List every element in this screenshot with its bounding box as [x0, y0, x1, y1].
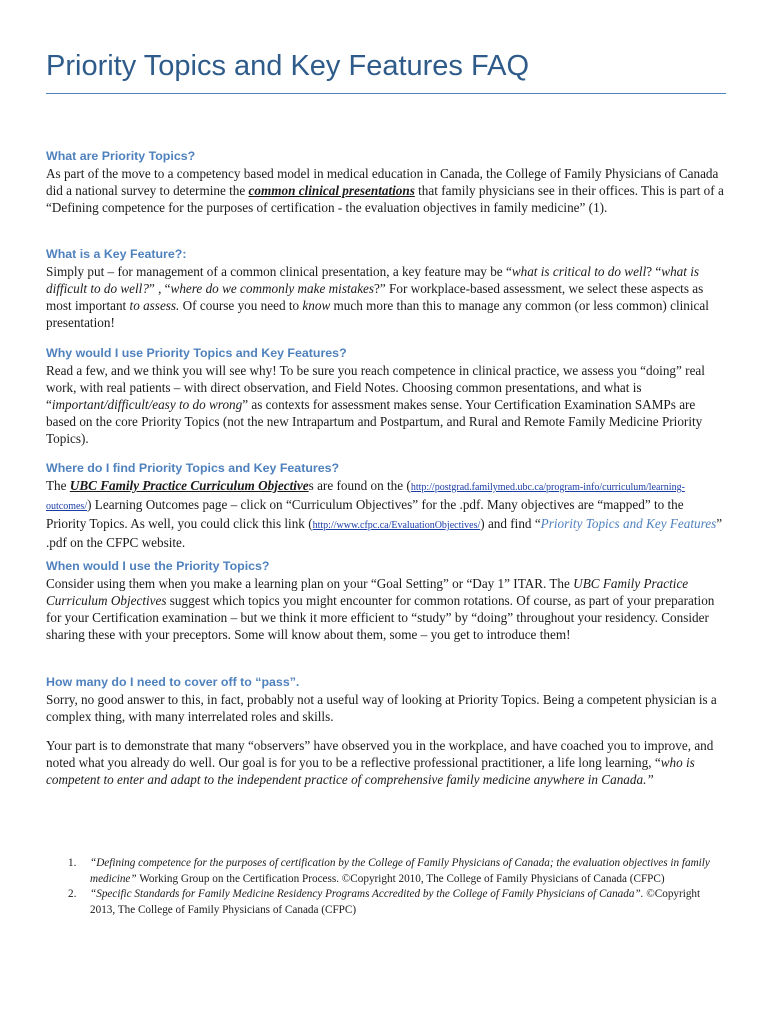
heading-key-feature: What is a Key Feature?:	[46, 247, 187, 261]
footnote-item: 1. “Defining competence for the purposes of certification by the College of Family Physicians of Canada; the evaluation objectives in family medicine” Working Group on the Certification Process. ©Copyright 2010, The College of Family Physicians of Canada (CFPC)	[68, 857, 710, 885]
ubc-learning-outcomes-link[interactable]: http://postgrad.familymed.ubc.ca/program-info/curriculum/learning-outcomes/	[46, 482, 685, 512]
section-where-find	[46, 460, 726, 551]
heading-when-use: When would I use the Priority Topics?	[46, 559, 270, 573]
footnotes-list	[46, 856, 726, 918]
section-when-use	[46, 558, 726, 643]
paragraph-how-many: Sorry, no good answer to this, in fact, probably not a useful way of looking at Priority Topics. Being a competent physician is a complex thing, with many interrelated roles and skills.	[46, 692, 717, 724]
section-why-use	[46, 345, 726, 447]
heading-how-many: How many do I need to cover off to “pass”.	[46, 675, 300, 689]
paragraph-why-use: Read a few, and we think you will see why! To be sure you reach competence in clinical practice, we assess you “doing” real work, with real patients – with direct observation, and Field Notes. Choosing common presentations, and what is “important/difficult/easy to do wrong” as contexts for assessment makes sense. Your Certification Examination SAMPs are based on the core Priority Topics (not the new Intrapartum and Postpartum, and Rural and Remote Family Medicine Priority Topics).	[46, 363, 705, 446]
heading-priority-topics: What are Priority Topics?	[46, 149, 196, 163]
priority-topics-pdf-reference: Priority Topics and Key Features	[540, 516, 717, 531]
page-title: Priority Topics and Key Features FAQ	[46, 50, 530, 82]
paragraph-where-find: The UBC Family Practice Curriculum Objectives are found on the (http://postgrad.familymed.ubc.ca/program-info/curriculum/learning-outcomes/) Learning Outcomes page – click on “Curriculum Objectives” for the .pdf. Many objectives are “mapped” to the Priority Topics. As well, you could click this link (http://www.cfpc.ca/EvaluationObjectives/) and find “Priority Topics and Key Features” .pdf on the CFPC website.	[46, 478, 723, 550]
paragraph-when-use: Consider using them when you make a learning plan on your “Goal Setting” or “Day 1” ITAR. The UBC Family Practice Curriculum Objectives suggest which topics you might encounter for common rotations. Of course, as part of your preparation for your Certification examination – but we think it more efficient to “study” by “doing” throughout your residency. Consider sharing these with your preceptors. Some will know about them, some – you get to introduce them!	[46, 576, 715, 642]
section-priority-topics	[46, 148, 726, 216]
common-clinical-presentations-emphasis: common clinical presentations	[248, 183, 415, 198]
section-how-many	[46, 674, 726, 788]
paragraph-key-feature: Simply put – for management of a common clinical presentation, a key feature may be “what is critical to do well? “what is difficult to do well?” , “where do we commonly make mistakes?” For workplace-based assessment, we select these aspects as most important to assess. Of course you need to know much more than this to manage any common (or less common) clinical presentation!	[46, 264, 709, 330]
paragraph-your-part: Your part is to demonstrate that many “observers” have observed you in the workplace, and have coached you to improve, and noted what you already do well. Our goal is for you to be a reflective professional practitioner, a life long learning, “who is competent to enter and adapt to the independent practice of comprehensive family medicine anywhere in Canada.”	[46, 738, 714, 787]
cfpc-evaluation-objectives-link[interactable]: http://www.cfpc.ca/EvaluationObjectives/	[312, 520, 481, 531]
title-divider	[46, 93, 726, 94]
footnote-item: 2. “Specific Standards for Family Medicine Residency Programs Accredited by the College of Family Physicians of Canada”. ©Copyright 2013, The College of Family Physicians of Canada (CFPC)	[68, 888, 701, 916]
heading-why-use: Why would I use Priority Topics and Key Features?	[46, 346, 347, 360]
section-key-feature	[46, 246, 726, 331]
heading-where-find: Where do I find Priority Topics and Key Features?	[46, 461, 340, 475]
paragraph-priority-topics: As part of the move to a competency based model in medical education in Canada, the College of Family Physicians of Canada did a national survey to determine the common clinical presentations that family physicians see in their offices. This is part of a “Defining competence for the purposes of certification - the evaluation objectives in family medicine” (1).	[46, 166, 724, 215]
ubc-objectives-emphasis: UBC Family Practice Curriculum Objective	[69, 478, 309, 493]
